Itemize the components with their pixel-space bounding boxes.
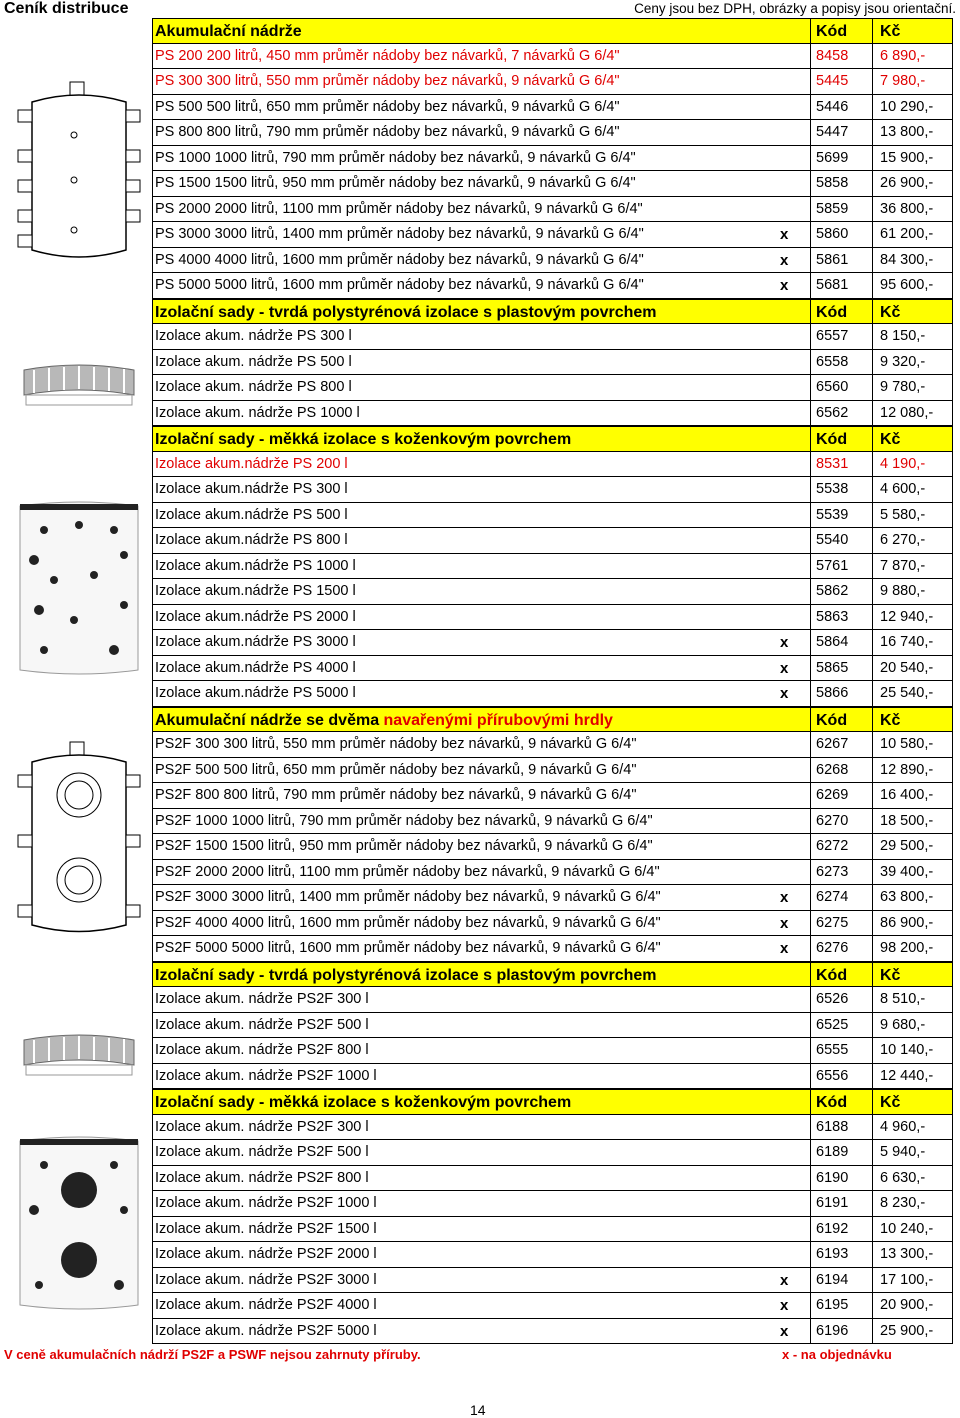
- item-code: 6276: [816, 940, 849, 956]
- item-code: 6562: [816, 404, 849, 421]
- price-column-header: Kč: [880, 966, 901, 984]
- item-price: 9 880,-: [880, 583, 926, 599]
- item-price: 4 190,-: [880, 455, 926, 472]
- item-code: 5860: [816, 226, 849, 242]
- item-code: 6526: [816, 991, 849, 1007]
- section-title-highlight: navařenými přírubovými hrdly: [383, 711, 613, 729]
- item-code: 6273: [816, 863, 849, 880]
- table-gridline: [810, 18, 811, 1344]
- table-row: [152, 44, 952, 70]
- item-description: PS2F 5000 5000 litrů, 1600 mm průměr nádoby bez návarků, 9 návarků G 6/4": [155, 940, 661, 956]
- item-code: 5445: [816, 73, 849, 89]
- hard-insulation-flange-icon: [14, 1025, 144, 1085]
- order-flag: x: [780, 940, 789, 957]
- item-code: 5761: [816, 557, 849, 574]
- item-description: Izolace akum. nádrže PS2F 2000 l: [155, 1246, 377, 1262]
- table-row: [152, 197, 952, 223]
- price-column-header: Kč: [880, 303, 901, 321]
- item-description: Izolace akum. nádrže PS2F 1000 l: [155, 1195, 377, 1211]
- item-price: 8 230,-: [880, 1195, 926, 1211]
- table-row: [152, 248, 952, 274]
- item-description: PS 800 800 litrů, 790 mm průměr nádoby bez návarků, 9 návarků G 6/4": [155, 124, 620, 140]
- item-description: PS 3000 3000 litrů, 1400 mm průměr nádoby bez návarků, 9 návarků G 6/4": [155, 226, 644, 242]
- section-header: [152, 707, 952, 733]
- item-description: PS 5000 5000 litrů, 1600 mm průměr nádoby bez návarků, 9 návarků G 6/4": [155, 277, 644, 293]
- table-row: [152, 171, 952, 197]
- item-description: Izolace akum.nádrže PS 2000 l: [155, 608, 356, 625]
- table-row: [152, 477, 952, 503]
- item-price: 16 740,-: [880, 634, 934, 650]
- page-title: Ceník distribuce: [4, 0, 129, 17]
- item-code: 6195: [816, 1297, 849, 1313]
- code-column-header: Kód: [816, 711, 848, 729]
- item-price: 9 780,-: [880, 379, 926, 395]
- item-code: 6560: [816, 379, 849, 395]
- code-column-header: Kód: [816, 1094, 848, 1111]
- item-price: 4 960,-: [880, 1118, 926, 1135]
- item-code: 6188: [816, 1118, 849, 1135]
- hard-insulation-icon: [14, 355, 144, 415]
- item-description: PS 2000 2000 litrů, 1100 mm průměr nádoby bez návarků, 9 návarků G 6/4": [155, 200, 643, 217]
- table-row: [152, 1217, 952, 1243]
- item-code: 5539: [816, 506, 849, 523]
- table-row: [152, 809, 952, 835]
- tank-flange-drawing-icon: [14, 740, 144, 940]
- item-code: 6555: [816, 1042, 849, 1058]
- item-code: 5865: [816, 659, 849, 676]
- item-description: PS2F 3000 3000 litrů, 1400 mm průměr nádoby bez návarků, 9 návarků G 6/4": [155, 889, 661, 905]
- item-code: 6557: [816, 328, 849, 344]
- item-code: 5861: [816, 251, 849, 268]
- footer-legend: x - na objednávku: [782, 1347, 892, 1362]
- table-row: [152, 503, 952, 529]
- item-code: 5859: [816, 200, 849, 217]
- table-row: [152, 987, 952, 1013]
- table-row: [152, 95, 952, 121]
- item-description: Izolace akum. nádrže PS 1000 l: [155, 404, 360, 421]
- table-row: [152, 758, 952, 784]
- item-price: 12 080,-: [880, 404, 934, 421]
- item-price: 25 900,-: [880, 1322, 934, 1339]
- table-gridline: [152, 18, 153, 1344]
- item-description: Izolace akum.nádrže PS 1000 l: [155, 557, 356, 574]
- table-row: [152, 656, 952, 682]
- item-code: 5863: [816, 608, 849, 625]
- table-row: [152, 630, 952, 656]
- section-header: [152, 962, 952, 988]
- table-row: [152, 1140, 952, 1166]
- item-description: PS2F 800 800 litrů, 790 mm průměr nádoby bez návarků, 9 návarků G 6/4": [155, 787, 637, 803]
- table-row: [152, 1242, 952, 1268]
- table-row: [152, 1191, 952, 1217]
- table-row: [152, 1319, 952, 1345]
- item-code: 5681: [816, 277, 849, 293]
- table-row: [152, 146, 952, 172]
- item-price: 12 440,-: [880, 1067, 934, 1084]
- order-flag: x: [780, 277, 789, 294]
- item-code: 6269: [816, 787, 849, 803]
- item-description: PS 1000 1000 litrů, 790 mm průměr nádoby bez návarků, 9 návarků G 6/4": [155, 149, 636, 166]
- item-price: 7 980,-: [880, 73, 926, 89]
- item-description: Izolace akum.nádrže PS 5000 l: [155, 685, 356, 701]
- table-row: [152, 605, 952, 631]
- table-row: [152, 401, 952, 427]
- item-code: 5540: [816, 532, 849, 548]
- table-row: [152, 732, 952, 758]
- table-row: [152, 324, 952, 350]
- item-price: 15 900,-: [880, 149, 934, 166]
- section-title: Izolační sady - tvrdá polystyrénová izolace s plastovým povrchem: [155, 303, 657, 321]
- item-code: 6558: [816, 353, 849, 370]
- item-code: 6189: [816, 1144, 849, 1160]
- item-description: Izolace akum. nádrže PS2F 300 l: [155, 1118, 369, 1135]
- item-code: 5446: [816, 98, 849, 115]
- table-row: [152, 69, 952, 95]
- price-column-header: Kč: [880, 23, 901, 40]
- item-code: 8531: [816, 455, 849, 472]
- item-description: Izolace akum.nádrže PS 1500 l: [155, 583, 356, 599]
- section-title: Izolační sady - měkká izolace s koženkovým povrchem: [155, 1094, 572, 1111]
- item-description: PS 200 200 litrů, 450 mm průměr nádoby bez návarků, 7 návarků G 6/4": [155, 47, 620, 64]
- item-price: 10 140,-: [880, 1042, 934, 1058]
- table-row: [152, 452, 952, 478]
- price-column-header: Kč: [880, 1094, 901, 1111]
- item-code: 8458: [816, 47, 849, 64]
- item-price: 84 300,-: [880, 251, 934, 268]
- item-description: Izolace akum.nádrže PS 500 l: [155, 506, 348, 523]
- soft-insulation-flange-icon: [14, 1135, 144, 1315]
- item-description: Izolace akum.nádrže PS 200 l: [155, 455, 348, 472]
- item-code: 6525: [816, 1016, 849, 1033]
- item-price: 13 800,-: [880, 124, 934, 140]
- section-header: [152, 18, 952, 44]
- table-row: [152, 528, 952, 554]
- item-price: 95 600,-: [880, 277, 934, 293]
- item-price: 86 900,-: [880, 914, 934, 931]
- item-price: 61 200,-: [880, 226, 934, 242]
- item-code: 6267: [816, 736, 849, 752]
- table-gridline: [872, 18, 873, 1344]
- item-description: PS 300 300 litrů, 550 mm průměr nádoby bez návarků, 9 návarků G 6/4": [155, 73, 620, 89]
- section-title: Izolační sady - měkká izolace s koženkovým povrchem: [155, 431, 572, 448]
- item-price: 16 400,-: [880, 787, 934, 803]
- item-code: 5862: [816, 583, 849, 599]
- item-price: 98 200,-: [880, 940, 934, 956]
- table-row: [152, 1268, 952, 1294]
- item-price: 5 940,-: [880, 1144, 926, 1160]
- item-code: 6194: [816, 1271, 849, 1288]
- item-description: PS2F 4000 4000 litrů, 1600 mm průměr nádoby bez návarků, 9 návarků G 6/4": [155, 914, 661, 931]
- item-description: Izolace akum. nádrže PS2F 1000 l: [155, 1067, 377, 1084]
- table-row: [152, 222, 952, 248]
- item-price: 20 540,-: [880, 659, 934, 676]
- item-price: 8 510,-: [880, 991, 926, 1007]
- item-code: 6190: [816, 1169, 849, 1186]
- order-flag: x: [780, 1297, 789, 1314]
- item-price: 8 150,-: [880, 328, 926, 344]
- page-number: 14: [470, 1402, 486, 1418]
- item-price: 36 800,-: [880, 200, 934, 217]
- item-price: 7 870,-: [880, 557, 926, 574]
- table-row: [152, 1013, 952, 1039]
- item-price: 5 580,-: [880, 506, 926, 523]
- order-flag: x: [780, 634, 789, 651]
- item-price: 10 290,-: [880, 98, 934, 115]
- item-price: 9 680,-: [880, 1016, 926, 1033]
- item-description: Izolace akum. nádrže PS 500 l: [155, 353, 352, 370]
- order-flag: x: [780, 685, 789, 702]
- header-note: Ceny jsou bez DPH, obrázky a popisy jsou orientační.: [634, 1, 956, 16]
- footer-note: V ceně akumulačních nádrží PS2F a PSWF nejsou zahrnuty příruby.: [4, 1347, 421, 1362]
- section-title: Akumulační nádrže: [155, 23, 302, 40]
- item-code: 6270: [816, 812, 849, 829]
- item-description: PS2F 300 300 litrů, 550 mm průměr nádoby bez návarků, 9 návarků G 6/4": [155, 736, 637, 752]
- item-description: PS2F 500 500 litrů, 650 mm průměr nádoby bez návarků, 9 návarků G 6/4": [155, 761, 637, 778]
- table-row: [152, 860, 952, 886]
- item-description: Izolace akum. nádrže PS2F 800 l: [155, 1169, 369, 1186]
- item-price: 63 800,-: [880, 889, 934, 905]
- table-row: [152, 783, 952, 809]
- order-flag: x: [780, 659, 789, 677]
- item-description: PS 500 500 litrů, 650 mm průměr nádoby bez návarků, 9 návarků G 6/4": [155, 98, 620, 115]
- code-column-header: Kód: [816, 303, 848, 321]
- section-title: Izolační sady - tvrdá polystyrénová izolace s plastovým povrchem: [155, 966, 657, 984]
- table-row: [152, 350, 952, 376]
- item-price: 6 890,-: [880, 47, 926, 64]
- order-flag: x: [780, 1322, 789, 1340]
- order-flag: x: [780, 889, 789, 906]
- order-flag: x: [780, 914, 789, 932]
- item-price: 25 540,-: [880, 685, 934, 701]
- table-row: [152, 911, 952, 937]
- table-row: [152, 1038, 952, 1064]
- item-price: 39 400,-: [880, 863, 934, 880]
- item-description: Izolace akum. nádrže PS2F 500 l: [155, 1016, 369, 1033]
- item-price: 10 580,-: [880, 736, 934, 752]
- section-header: [152, 299, 952, 325]
- table-gridline: [952, 18, 953, 1344]
- order-flag: x: [780, 251, 789, 269]
- item-code: 5858: [816, 175, 849, 191]
- item-code: 6275: [816, 914, 849, 931]
- item-code: 6192: [816, 1220, 849, 1237]
- item-description: Izolace akum. nádrže PS 800 l: [155, 379, 352, 395]
- item-description: PS 1500 1500 litrů, 950 mm průměr nádoby bez návarků, 9 návarků G 6/4": [155, 175, 636, 191]
- item-code: 5538: [816, 481, 849, 497]
- table-row: [152, 1064, 952, 1090]
- order-flag: x: [780, 226, 789, 243]
- code-column-header: Kód: [816, 966, 848, 984]
- table-row: [152, 1166, 952, 1192]
- section-header: [152, 1089, 952, 1115]
- tank-drawing-icon: [14, 80, 144, 270]
- item-description: PS2F 1500 1500 litrů, 950 mm průměr nádoby bez návarků, 9 návarků G 6/4": [155, 838, 653, 854]
- item-price: 29 500,-: [880, 838, 934, 854]
- table-row: [152, 375, 952, 401]
- item-price: 9 320,-: [880, 353, 926, 370]
- item-price: 4 600,-: [880, 481, 926, 497]
- item-price: 12 890,-: [880, 761, 934, 778]
- item-description: Izolace akum.nádrže PS 800 l: [155, 532, 348, 548]
- table-row: [152, 885, 952, 911]
- order-flag: x: [780, 1271, 789, 1289]
- item-price: 10 240,-: [880, 1220, 934, 1237]
- item-description: Izolace akum. nádrže PS2F 800 l: [155, 1042, 369, 1058]
- price-column-header: Kč: [880, 431, 901, 448]
- item-code: 6272: [816, 838, 849, 854]
- item-code: 6268: [816, 761, 849, 778]
- price-table: [152, 18, 952, 1344]
- item-description: Izolace akum. nádrže PS 300 l: [155, 328, 352, 344]
- item-code: 6274: [816, 889, 849, 905]
- item-price: 6 630,-: [880, 1169, 926, 1186]
- item-description: Izolace akum. nádrže PS2F 3000 l: [155, 1271, 377, 1288]
- table-row: [152, 834, 952, 860]
- code-column-header: Kód: [816, 431, 848, 448]
- item-price: 20 900,-: [880, 1297, 934, 1313]
- item-price: 13 300,-: [880, 1246, 934, 1262]
- item-description: Izolace akum. nádrže PS2F 4000 l: [155, 1297, 377, 1313]
- item-code: 5866: [816, 685, 849, 701]
- item-description: PS2F 2000 2000 litrů, 1100 mm průměr nádoby bez návarků, 9 návarků G 6/4": [155, 863, 660, 880]
- table-row: [152, 936, 952, 962]
- table-row: [152, 1293, 952, 1319]
- item-price: 17 100,-: [880, 1271, 934, 1288]
- table-row: [152, 579, 952, 605]
- item-description: PS 4000 4000 litrů, 1600 mm průměr nádoby bez návarků, 9 návarků G 6/4": [155, 251, 644, 268]
- item-price: 12 940,-: [880, 608, 934, 625]
- item-price: 18 500,-: [880, 812, 934, 829]
- table-row: [152, 273, 952, 299]
- item-code: 5447: [816, 124, 849, 140]
- item-description: Izolace akum. nádrže PS2F 500 l: [155, 1144, 369, 1160]
- item-code: 6556: [816, 1067, 849, 1084]
- item-description: Izolace akum.nádrže PS 300 l: [155, 481, 348, 497]
- section-header: [152, 426, 952, 452]
- price-column-header: Kč: [880, 711, 901, 729]
- code-column-header: Kód: [816, 23, 848, 40]
- item-description: Izolace akum. nádrže PS2F 5000 l: [155, 1322, 377, 1339]
- item-code: 5699: [816, 149, 849, 166]
- item-code: 6196: [816, 1322, 849, 1339]
- table-row: [152, 681, 952, 707]
- table-row: [152, 120, 952, 146]
- item-price: 26 900,-: [880, 175, 934, 191]
- item-description: PS2F 1000 1000 litrů, 790 mm průměr nádoby bez návarků, 9 návarků G 6/4": [155, 812, 653, 829]
- item-description: Izolace akum.nádrže PS 4000 l: [155, 659, 356, 676]
- item-code: 5864: [816, 634, 849, 650]
- section-title: Akumulační nádrže se dvěma navařenými přírubovými hrdly: [155, 711, 613, 729]
- item-code: 6193: [816, 1246, 849, 1262]
- item-price: 6 270,-: [880, 532, 926, 548]
- soft-insulation-icon: [14, 500, 144, 680]
- item-description: Izolace akum. nádrže PS2F 300 l: [155, 991, 369, 1007]
- table-row: [152, 1115, 952, 1141]
- item-description: Izolace akum. nádrže PS2F 1500 l: [155, 1220, 377, 1237]
- table-row: [152, 554, 952, 580]
- item-code: 6191: [816, 1195, 849, 1211]
- item-description: Izolace akum.nádrže PS 3000 l: [155, 634, 356, 650]
